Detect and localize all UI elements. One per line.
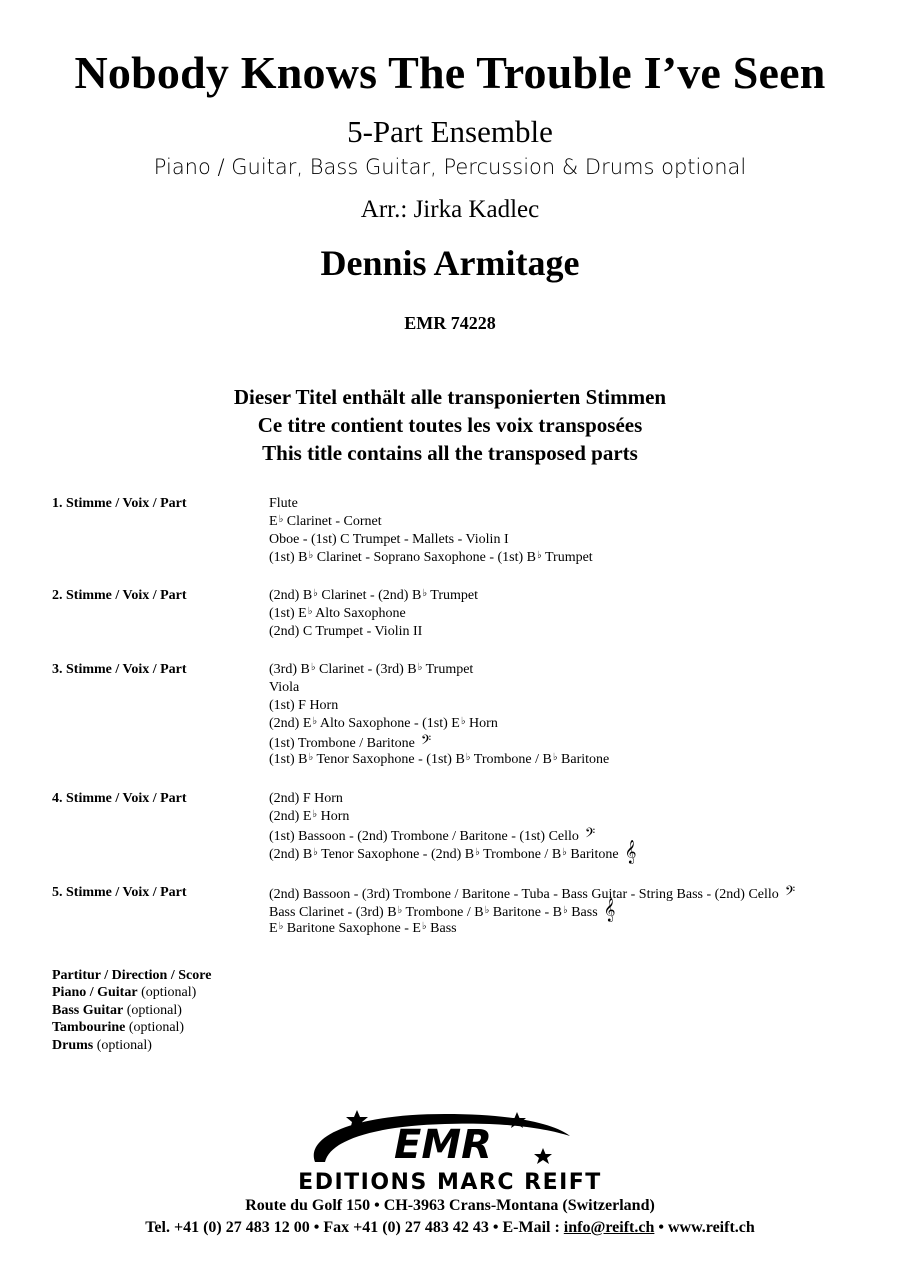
- instrument-text: Trumpet: [422, 662, 474, 677]
- instrument-text: (2nd) B: [269, 588, 313, 603]
- notice-german: Dieser Titel enthält alle transponierten Stimmen: [233, 385, 667, 409]
- flat-symbol-icon: ♭: [552, 752, 558, 763]
- part-instrument-list: [269, 790, 636, 862]
- publisher-address: Route du Golf 150 • CH-3963 Crans-Montana (Switzerland): [245, 1197, 655, 1214]
- instrument-line: [269, 531, 593, 549]
- instrument-line: [269, 884, 795, 902]
- instrument-text: Baritone: [566, 847, 619, 862]
- instrument-text: Bass Clarinet - (3rd) B: [269, 905, 397, 920]
- star-icon: [534, 1148, 552, 1164]
- flat-symbol-icon: ♭: [308, 550, 314, 561]
- instrument-line: [269, 808, 636, 826]
- instrument-line: [269, 495, 593, 513]
- instrument-line: [269, 605, 478, 623]
- flat-symbol-icon: ♭: [308, 752, 314, 763]
- instrument-text: Clarinet - (2nd) B: [317, 588, 422, 603]
- instrument-text: (2nd) E: [269, 809, 312, 824]
- flat-symbol-icon: ♭: [465, 752, 471, 763]
- instrument-text: (1st) E: [269, 606, 307, 621]
- instrument-text: Clarinet - Soprano Saxophone - (1st) B: [313, 550, 537, 565]
- catalog-number: EMR 74228: [404, 313, 496, 333]
- instrument-line: [269, 715, 609, 733]
- instrument-line: [269, 679, 609, 697]
- bass-clef-icon: 𝄢: [584, 825, 596, 844]
- instrument-line: [269, 839, 637, 863]
- bass-clef-icon: 𝄢: [784, 883, 796, 902]
- instrument-text: Flute: [269, 496, 298, 511]
- instrument-line: [269, 790, 636, 808]
- notice-french: Ce titre contient toutes les voix transposées: [257, 413, 643, 437]
- composer-name: Dennis Armitage: [320, 243, 580, 283]
- part-instrument-list: [269, 587, 478, 641]
- instrument-text: (1st) Trombone / Baritone: [269, 736, 415, 751]
- instrument-line: [269, 826, 636, 844]
- bass-clef-icon: 𝄢: [420, 732, 432, 751]
- flat-symbol-icon: ♭: [313, 588, 318, 599]
- flat-symbol-icon: ♭: [313, 847, 318, 858]
- part-instrument-list: [269, 884, 795, 938]
- flat-symbol-icon: ♭: [460, 716, 466, 727]
- part-label: 2. Stimme / Voix / Part: [52, 588, 187, 603]
- part-instrument-list: [269, 661, 609, 769]
- additional-part-item: Drums (optional): [52, 1037, 152, 1053]
- emr-logo: [295, 1106, 605, 1176]
- instrument-text: Clarinet - (3rd) B: [315, 662, 417, 677]
- part-label: 5. Stimme / Voix / Part: [52, 885, 187, 900]
- instrumentation-line: Piano / Guitar, Bass Guitar, Percussion & Drums optional: [153, 155, 747, 179]
- email-link[interactable]: info@reift.ch: [563, 1219, 655, 1236]
- part-instrument-list: [269, 495, 593, 567]
- instrument-text: Trumpet: [427, 588, 478, 603]
- flat-symbol-icon: ♭: [417, 662, 423, 673]
- instrument-text: Baritone - B: [489, 905, 562, 920]
- instrument-text: Bass: [426, 921, 457, 936]
- instrument-text: (2nd) Bassoon - (3rd) Trombone / Baritone - Tuba - Bass Guitar - String Bass - (2nd) Cello: [269, 887, 779, 902]
- instrument-text: Horn: [465, 716, 498, 731]
- instrument-text: (2nd) F Horn: [269, 791, 343, 806]
- part-label: 4. Stimme / Voix / Part: [52, 791, 187, 806]
- instrument-text: Baritone Saxophone - E: [283, 921, 421, 936]
- instrument-line: [269, 697, 609, 715]
- instrument-text: (3rd) B: [269, 662, 310, 677]
- logo-lettering: EMR: [394, 1122, 492, 1168]
- flat-symbol-icon: ♭: [537, 550, 542, 561]
- ensemble-subtitle: 5-Part Ensemble: [347, 114, 553, 149]
- flat-symbol-icon: ♭: [563, 905, 568, 916]
- arranger-credit: Arr.: Jirka Kadlec: [360, 196, 540, 223]
- instrument-text: Trumpet: [541, 550, 593, 565]
- instrument-line: [269, 549, 593, 567]
- instrument-text: Tenor Saxophone - (2nd) B: [317, 847, 475, 862]
- instrument-line: [269, 661, 609, 679]
- flat-symbol-icon: ♭: [562, 847, 567, 858]
- instrument-text: (2nd) E: [269, 716, 312, 731]
- instrument-line: [269, 623, 478, 641]
- publisher-contact: Tel. +41 (0) 27 483 12 00 • Fax +41 (0) 27 483 42 43 • E-Mail : info@reift.ch • www.reift.ch: [145, 1219, 755, 1236]
- instrument-line: [269, 513, 593, 531]
- instrument-text: E: [269, 921, 278, 936]
- additional-part-item: Tambourine (optional): [52, 1020, 185, 1036]
- instrument-line: [269, 751, 609, 769]
- flat-symbol-icon: ♭: [422, 588, 428, 599]
- instrument-text: Horn: [317, 809, 350, 824]
- instrument-text: Baritone: [557, 752, 610, 767]
- instrument-text: (1st) B: [269, 550, 308, 565]
- flat-symbol-icon: ♭: [312, 809, 318, 820]
- instrument-text: Alto Saxophone: [312, 606, 406, 621]
- instrument-text: E: [269, 514, 278, 529]
- part-label: 3. Stimme / Voix / Part: [52, 662, 187, 677]
- flat-symbol-icon: ♭: [307, 606, 313, 617]
- instrument-line: [269, 920, 795, 938]
- treble-clef-icon: 𝄞: [603, 897, 616, 921]
- flat-symbol-icon: ♭: [475, 847, 480, 858]
- instrument-text: (1st) Bassoon - (2nd) Trombone / Baritone - (1st) Cello: [269, 829, 579, 844]
- instrument-line: [269, 587, 478, 605]
- instrument-text: (2nd) B: [269, 847, 313, 862]
- treble-clef-icon: 𝄞: [624, 839, 637, 863]
- flat-symbol-icon: ♭: [278, 514, 284, 525]
- additional-part-item: Piano / Guitar (optional): [52, 985, 197, 1001]
- instrument-text: Viola: [269, 680, 300, 695]
- instrument-text: Tenor Saxophone - (1st) B: [313, 752, 465, 767]
- part-label: 1. Stimme / Voix / Part: [52, 496, 187, 511]
- flat-symbol-icon: ♭: [421, 921, 427, 932]
- instrument-text: Trombone / B: [402, 905, 484, 920]
- instrument-line: [269, 733, 609, 751]
- instrument-line: [269, 897, 795, 921]
- additional-part-item: Partitur / Direction / Score: [52, 968, 212, 983]
- additional-part-item: Bass Guitar (optional): [52, 1002, 182, 1018]
- flat-symbol-icon: ♭: [278, 921, 284, 932]
- flat-symbol-icon: ♭: [312, 716, 318, 727]
- instrument-text: Trombone / B: [479, 847, 562, 862]
- flat-symbol-icon: ♭: [310, 662, 316, 673]
- flat-symbol-icon: ♭: [484, 905, 490, 916]
- instrument-text: Clarinet - Cornet: [283, 514, 382, 529]
- instrument-text: Alto Saxophone - (1st) E: [317, 716, 460, 731]
- instrument-text: Oboe - (1st) C Trumpet - Mallets - Violin I: [269, 532, 509, 547]
- instrument-text: (1st) F Horn: [269, 698, 339, 713]
- instrument-text: Trombone / B: [470, 752, 552, 767]
- instrument-text: (1st) B: [269, 752, 308, 767]
- publisher-name: EDITIONS MARC REIFT: [298, 1170, 602, 1195]
- notice-english: This title contains all the transposed parts: [262, 441, 638, 465]
- page-title: Nobody Knows The Trouble I’ve Seen: [74, 47, 826, 98]
- flat-symbol-icon: ♭: [397, 905, 403, 916]
- instrument-text: (2nd) C Trumpet - Violin II: [269, 624, 423, 639]
- additional-parts-list: [52, 967, 211, 1054]
- instrument-text: Bass: [567, 905, 598, 920]
